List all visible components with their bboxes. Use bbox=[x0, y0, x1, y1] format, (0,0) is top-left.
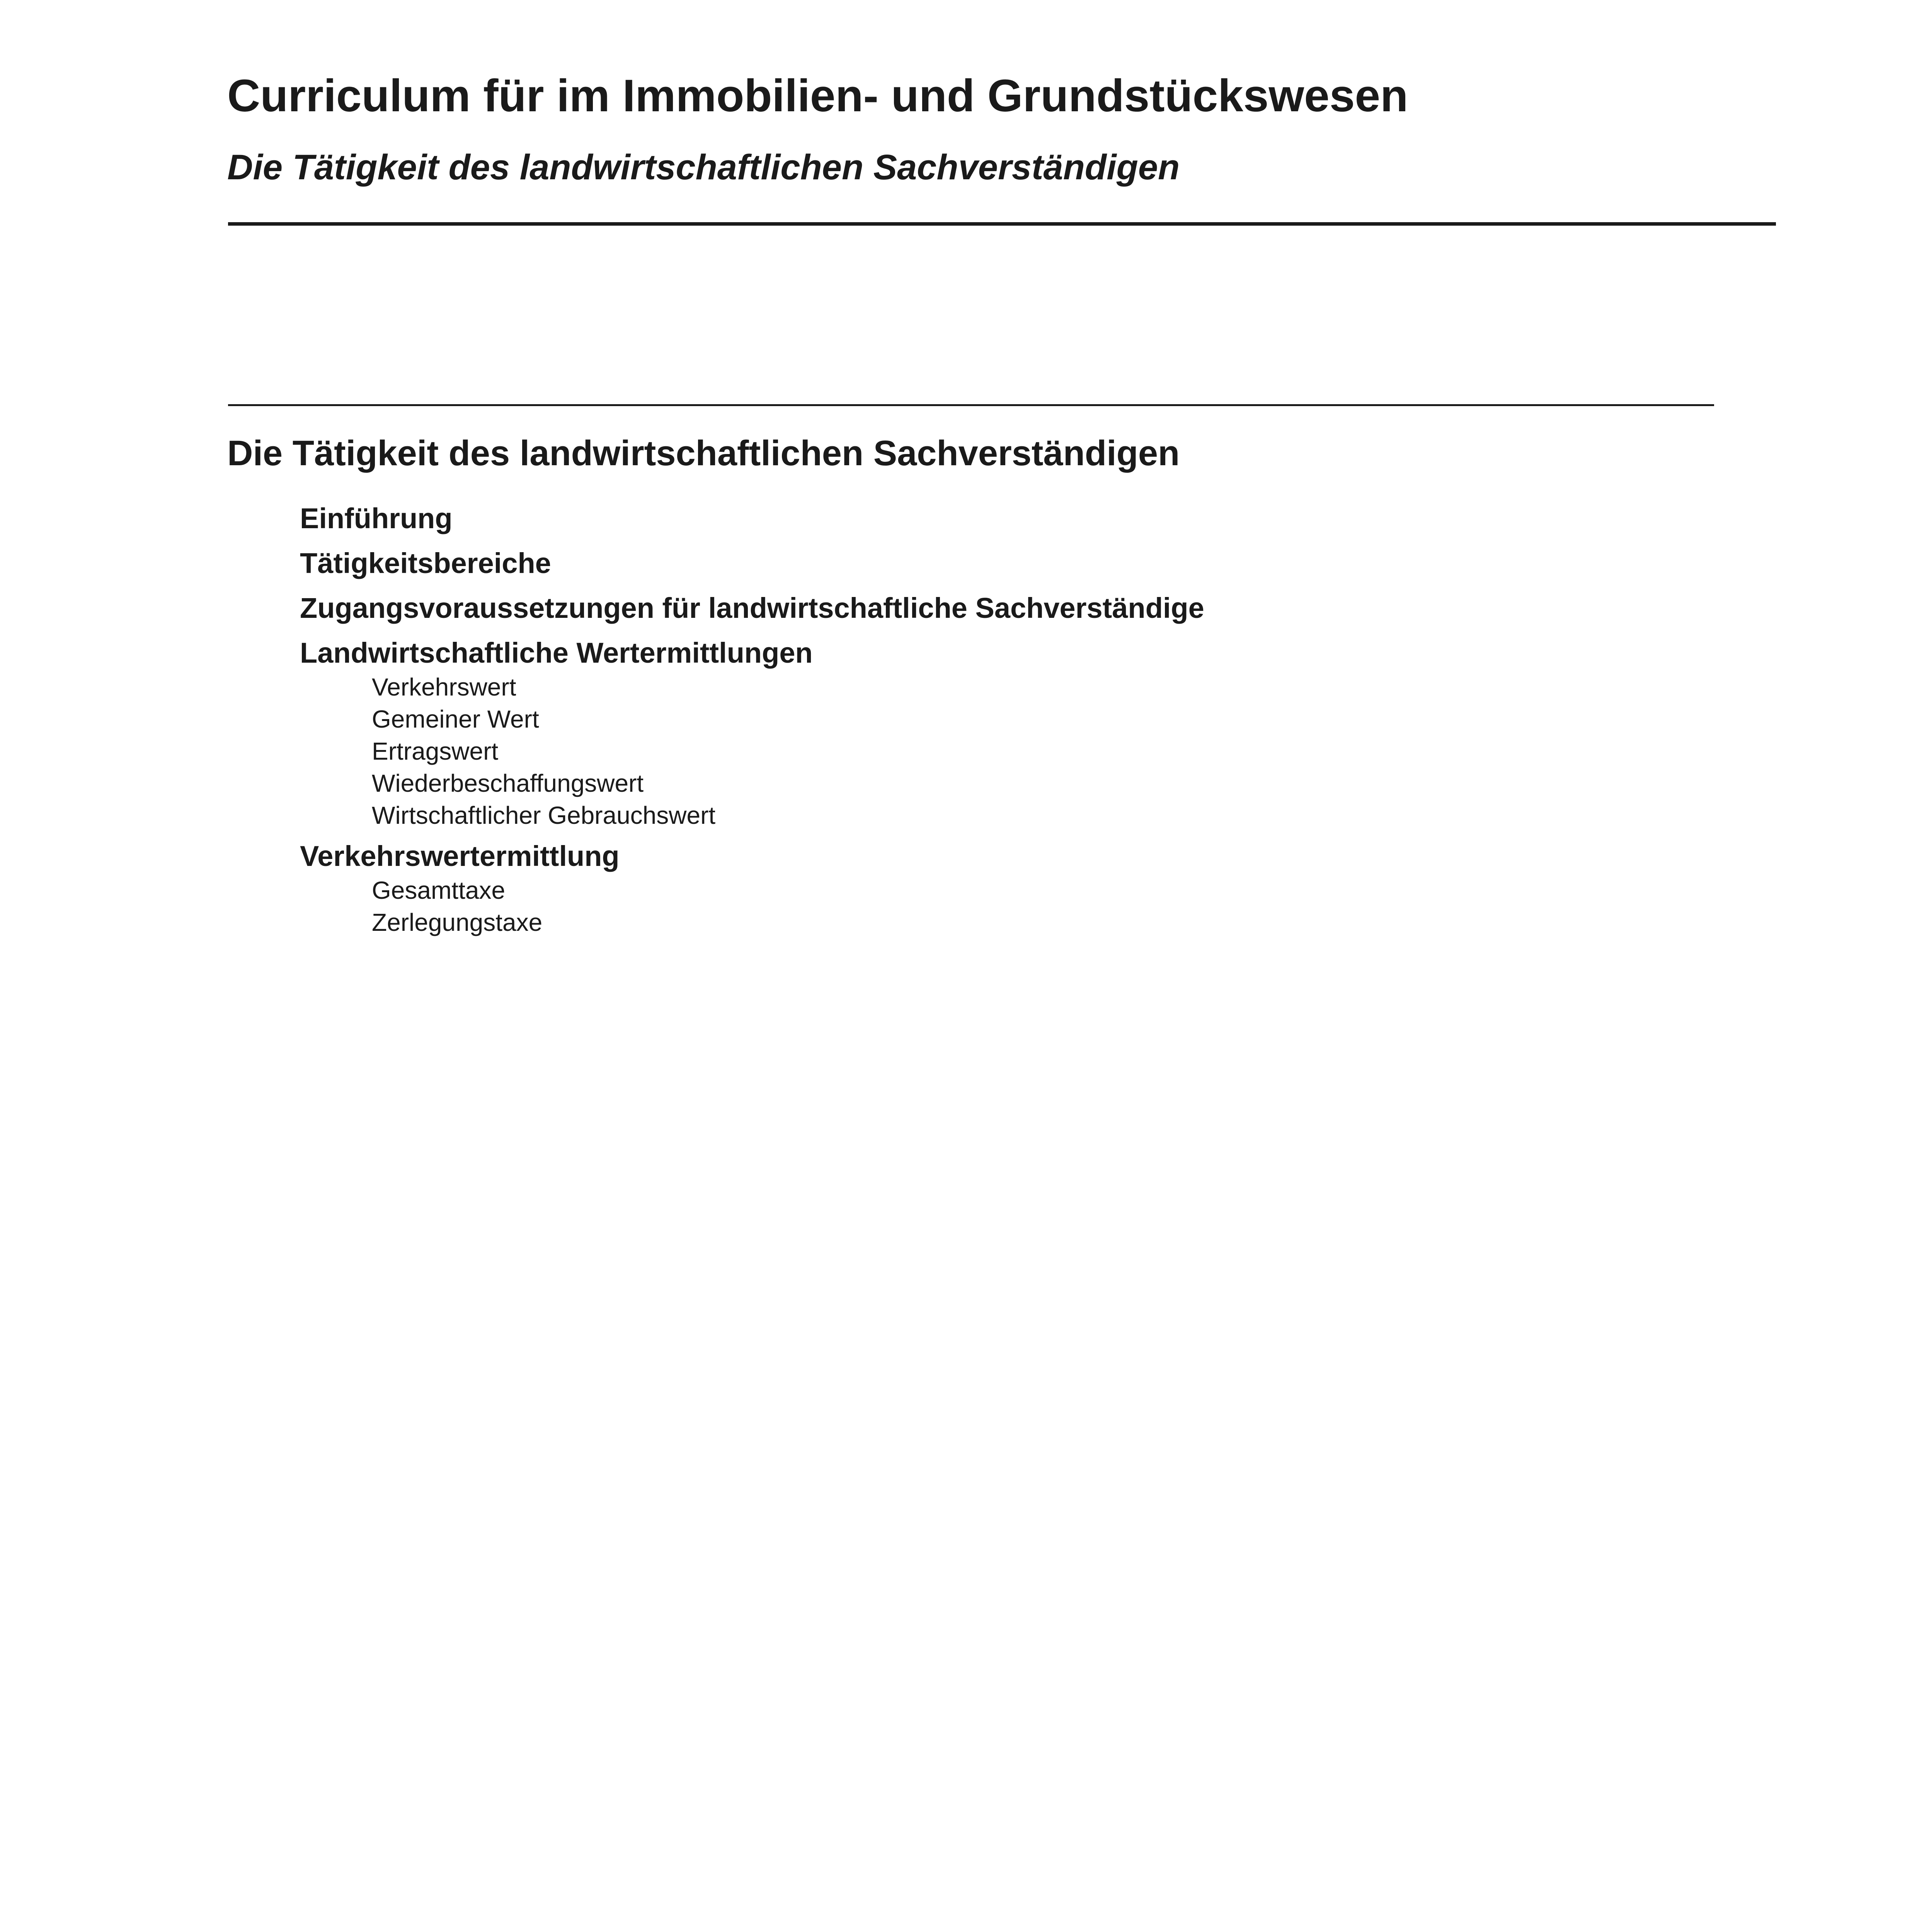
document-header-title: Curriculum für im Immobilien- und Grundstückswesen bbox=[227, 70, 1408, 121]
toc-subitem: Verkehrswert bbox=[372, 673, 516, 701]
section-title: Die Tätigkeit des landwirtschaftlichen Sachverständigen bbox=[227, 434, 1180, 473]
document-header-subtitle: Die Tätigkeit des landwirtschaftlichen Sachverständigen bbox=[227, 148, 1180, 187]
toc-subitem: Wiederbeschaffungswert bbox=[372, 769, 644, 797]
toc-subitem: Wirtschaftlicher Gebrauchswert bbox=[372, 801, 716, 829]
header-divider bbox=[228, 222, 1776, 226]
toc-item: Tätigkeitsbereiche bbox=[300, 547, 551, 579]
toc-subitem: Gesamttaxe bbox=[372, 876, 506, 904]
toc-item: Verkehrswertermittlung bbox=[300, 840, 620, 872]
toc-subitem: Zerlegungstaxe bbox=[372, 908, 543, 936]
section-divider bbox=[228, 404, 1714, 406]
toc-subitem: Ertragswert bbox=[372, 737, 499, 765]
toc-subitem: Gemeiner Wert bbox=[372, 705, 539, 733]
toc-item: Zugangsvoraussetzungen für landwirtschaftliche Sachverständige bbox=[300, 592, 1204, 624]
toc-item: Einführung bbox=[300, 502, 453, 534]
toc-item: Landwirtschaftliche Wertermittlungen bbox=[300, 637, 813, 669]
